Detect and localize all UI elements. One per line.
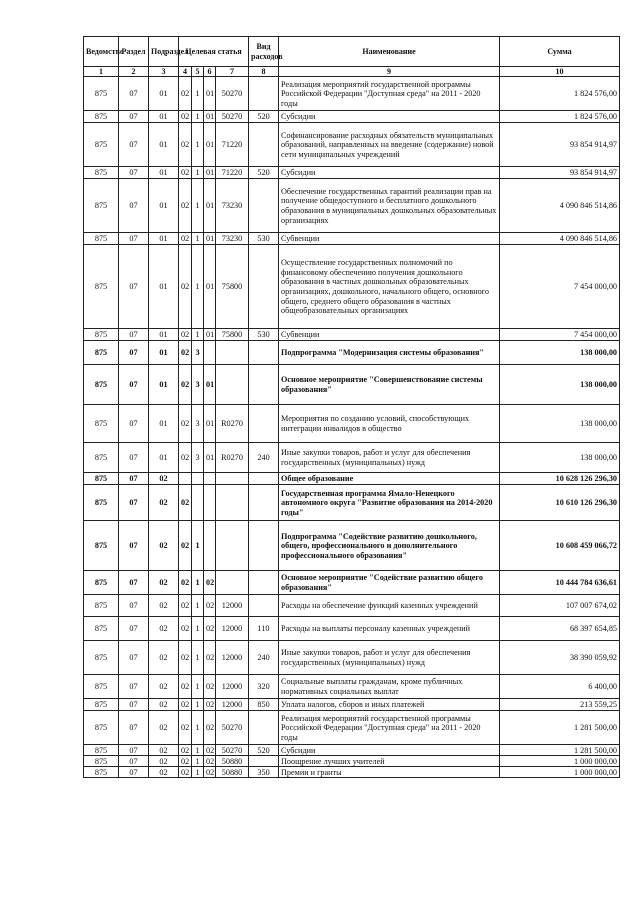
cell-summa: 4 090 846 514,86 [500,233,620,245]
cell-naimenovanie: Иные закупки товаров, работ и услуг для обеспечения государственных (муниципальных) нужд [279,641,500,675]
cell-target-1: 02 [179,405,192,443]
cell-target-2: 3 [192,341,204,365]
cell-target-1: 02 [179,595,192,617]
col-number: 4 [179,67,192,77]
cell-target-4: R0270 [216,443,249,473]
cell-podrazdel: 02 [149,617,179,641]
cell-target-3: 01 [204,329,216,341]
cell-vid-raskhodov [249,756,279,767]
cell-podrazdel: 01 [149,167,179,179]
cell-target-3: 01 [204,111,216,123]
cell-razdel: 07 [119,341,149,365]
table-row [84,365,620,405]
cell-target-4: 12000 [216,699,249,711]
cell-summa: 1 824 576,00 [500,77,620,111]
cell-vedomstvo: 875 [84,365,119,405]
cell-target-3 [204,521,216,571]
cell-target-4: 71220 [216,123,249,167]
cell-razdel: 07 [119,405,149,443]
cell-vid-raskhodov [249,77,279,111]
cell-summa: 138 000,00 [500,365,620,405]
header-vedomstvo: Ведомство [84,37,119,67]
table-row [84,77,620,111]
cell-vedomstvo: 875 [84,473,119,485]
cell-razdel: 07 [119,443,149,473]
cell-summa: 1 000 000,00 [500,756,620,767]
cell-naimenovanie: Субвенции [279,233,500,245]
cell-target-2: 1 [192,745,204,756]
table-row [84,571,620,595]
col-number: 6 [204,67,216,77]
cell-target-4: 12000 [216,675,249,699]
table-row [84,617,620,641]
cell-target-1: 02 [179,111,192,123]
cell-summa: 1 000 000,00 [500,767,620,778]
cell-target-1: 02 [179,711,192,745]
cell-podrazdel: 01 [149,179,179,233]
cell-razdel: 07 [119,123,149,167]
cell-vedomstvo: 875 [84,767,119,778]
cell-naimenovanie: Поощрение лучших учителей [279,756,500,767]
cell-vid-raskhodov: 520 [249,167,279,179]
cell-target-4 [216,521,249,571]
cell-target-3: 02 [204,756,216,767]
cell-target-1: 02 [179,617,192,641]
cell-vid-raskhodov [249,341,279,365]
cell-target-2: 3 [192,405,204,443]
cell-podrazdel: 02 [149,745,179,756]
table-header [84,37,620,77]
cell-razdel: 07 [119,233,149,245]
cell-target-1: 02 [179,767,192,778]
cell-summa: 138 000,00 [500,341,620,365]
cell-vid-raskhodov [249,711,279,745]
cell-naimenovanie: Государственная программа Ямало-Ненецкого автономного округа "Развитие образования на 2014-2020 годы" [279,485,500,521]
cell-podrazdel: 02 [149,485,179,521]
cell-vedomstvo: 875 [84,329,119,341]
col-number: 3 [149,67,179,77]
cell-target-1: 02 [179,699,192,711]
cell-podrazdel: 02 [149,767,179,778]
cell-vid-raskhodov: 240 [249,641,279,675]
cell-vedomstvo: 875 [84,167,119,179]
cell-podrazdel: 01 [149,245,179,329]
cell-podrazdel: 01 [149,341,179,365]
table-row [84,595,620,617]
table-row [84,711,620,745]
cell-summa: 213 559,25 [500,699,620,711]
cell-target-3: 01 [204,179,216,233]
cell-target-1: 02 [179,443,192,473]
cell-target-1: 02 [179,123,192,167]
cell-target-2: 1 [192,756,204,767]
cell-vid-raskhodov [249,405,279,443]
cell-target-4 [216,473,249,485]
cell-summa: 138 000,00 [500,443,620,473]
cell-target-2: 1 [192,167,204,179]
cell-summa: 107 007 674,02 [500,595,620,617]
cell-naimenovanie: Расходы на обеспечение функций казенных учреждений [279,595,500,617]
cell-target-1: 02 [179,179,192,233]
cell-vid-raskhodov: 850 [249,699,279,711]
cell-podrazdel: 02 [149,756,179,767]
cell-target-1: 02 [179,329,192,341]
cell-target-1: 02 [179,675,192,699]
cell-target-1: 02 [179,756,192,767]
cell-razdel: 07 [119,485,149,521]
cell-target-1: 02 [179,77,192,111]
table-row [84,341,620,365]
cell-vedomstvo: 875 [84,405,119,443]
table-row [84,767,620,778]
cell-naimenovanie: Основное мероприятие "Содействие развитию общего образования" [279,571,500,595]
cell-razdel: 07 [119,111,149,123]
cell-target-2: 1 [192,521,204,571]
cell-target-3: 02 [204,617,216,641]
cell-target-3: 01 [204,405,216,443]
cell-naimenovanie: Осуществление государственных полномочий по финансовому обеспечению получения дошкольного образования в частных дошкольных образовательных организациях, дошкольного, начального общего, основного общего, среднего общего образования в частных общеобразовательных организациях [279,245,500,329]
header-razdel: Раздел [119,37,149,67]
cell-target-3: 01 [204,365,216,405]
cell-podrazdel: 02 [149,521,179,571]
cell-summa: 68 397 654,85 [500,617,620,641]
col-number: 7 [216,67,249,77]
cell-summa: 6 400,00 [500,675,620,699]
cell-razdel: 07 [119,675,149,699]
cell-summa: 10 610 126 296,30 [500,485,620,521]
table-row [84,756,620,767]
cell-vedomstvo: 875 [84,711,119,745]
cell-target-1: 02 [179,571,192,595]
cell-razdel: 07 [119,617,149,641]
cell-summa: 4 090 846 514,86 [500,179,620,233]
cell-target-4: 50270 [216,745,249,756]
cell-target-1: 02 [179,485,192,521]
cell-target-1: 02 [179,233,192,245]
cell-target-4 [216,365,249,405]
cell-target-2: 1 [192,179,204,233]
cell-razdel: 07 [119,745,149,756]
cell-target-2 [192,485,204,521]
cell-target-4: 50270 [216,111,249,123]
cell-vedomstvo: 875 [84,745,119,756]
cell-target-1: 02 [179,365,192,405]
cell-target-2: 1 [192,77,204,111]
cell-vedomstvo: 875 [84,123,119,167]
cell-target-2: 1 [192,111,204,123]
col-number: 8 [249,67,279,77]
cell-target-3: 02 [204,767,216,778]
cell-target-4: 50880 [216,756,249,767]
cell-vid-raskhodov [249,521,279,571]
table-row [84,443,620,473]
cell-podrazdel: 01 [149,77,179,111]
cell-vid-raskhodov [249,245,279,329]
cell-naimenovanie: Расходы на выплаты персоналу казенных учреждений [279,617,500,641]
cell-target-3: 01 [204,233,216,245]
column-number-row [84,67,620,77]
cell-naimenovanie: Субсидии [279,111,500,123]
cell-vedomstvo: 875 [84,77,119,111]
cell-naimenovanie: Подпрограмма "Модернизация системы образования" [279,341,500,365]
cell-podrazdel: 02 [149,699,179,711]
cell-podrazdel: 01 [149,405,179,443]
cell-podrazdel: 02 [149,571,179,595]
cell-target-2: 1 [192,571,204,595]
cell-razdel: 07 [119,365,149,405]
cell-vid-raskhodov [249,571,279,595]
cell-razdel: 07 [119,641,149,675]
cell-target-3 [204,341,216,365]
cell-target-3: 01 [204,245,216,329]
cell-summa: 7 454 000,00 [500,245,620,329]
col-number: 5 [192,67,204,77]
cell-podrazdel: 01 [149,123,179,167]
cell-vedomstvo: 875 [84,245,119,329]
cell-razdel: 07 [119,245,149,329]
cell-naimenovanie: Основное мероприятие "Совершенствование системы образования" [279,365,500,405]
cell-target-3: 01 [204,77,216,111]
cell-razdel: 07 [119,473,149,485]
cell-summa: 1 824 576,00 [500,111,620,123]
cell-target-4: 12000 [216,617,249,641]
cell-naimenovanie: Софинансирование расходных обязательств муниципальных образований, направленных на введение (содержание) новой сети муниципальных учреждений [279,123,500,167]
cell-naimenovanie: Обеспечение государственных гарантий реализации прав на получение общедоступного и бесплатного дошкольного образования в муниципальных дошкольных образовательных организациях [279,179,500,233]
cell-summa: 10 608 459 066,72 [500,521,620,571]
header-summa: Сумма [500,37,620,67]
cell-summa: 93 854 914,97 [500,167,620,179]
cell-vedomstvo: 875 [84,341,119,365]
cell-target-4 [216,485,249,521]
cell-vedomstvo: 875 [84,675,119,699]
cell-target-3: 01 [204,443,216,473]
cell-target-1: 02 [179,245,192,329]
cell-summa: 10 444 784 636,61 [500,571,620,595]
cell-vid-raskhodov [249,595,279,617]
cell-vid-raskhodov [249,179,279,233]
cell-razdel: 07 [119,329,149,341]
cell-naimenovanie: Подпрограмма "Содействие развитию дошкольного, общего, профессионального и дополнительного профессионального образования" [279,521,500,571]
table-row [84,123,620,167]
cell-podrazdel: 01 [149,329,179,341]
cell-razdel: 07 [119,711,149,745]
cell-naimenovanie: Премии и гранты [279,767,500,778]
cell-target-4: 71220 [216,167,249,179]
cell-podrazdel: 02 [149,675,179,699]
cell-summa: 138 000,00 [500,405,620,443]
cell-target-3 [204,473,216,485]
cell-vedomstvo: 875 [84,595,119,617]
cell-target-1: 02 [179,641,192,675]
cell-razdel: 07 [119,767,149,778]
cell-summa: 1 281 500,00 [500,711,620,745]
table-row [84,167,620,179]
cell-podrazdel: 01 [149,443,179,473]
cell-target-2: 1 [192,675,204,699]
cell-target-4: 12000 [216,641,249,675]
table-row [84,641,620,675]
col-number: 2 [119,67,149,77]
cell-target-3: 02 [204,711,216,745]
cell-target-4: R0270 [216,405,249,443]
cell-summa: 93 854 914,97 [500,123,620,167]
cell-target-2: 1 [192,329,204,341]
cell-target-3 [204,485,216,521]
budget-table [83,36,620,778]
cell-podrazdel: 01 [149,233,179,245]
table-row [84,179,620,233]
cell-vid-raskhodov: 530 [249,329,279,341]
cell-target-2: 3 [192,443,204,473]
table-row [84,111,620,123]
cell-vedomstvo: 875 [84,443,119,473]
cell-target-2: 1 [192,617,204,641]
cell-razdel: 07 [119,167,149,179]
cell-summa: 10 628 126 296,30 [500,473,620,485]
cell-target-1: 02 [179,745,192,756]
cell-summa: 1 281 500,00 [500,745,620,756]
cell-target-3: 02 [204,641,216,675]
cell-target-2: 1 [192,245,204,329]
cell-summa: 38 390 059,92 [500,641,620,675]
cell-naimenovanie: Субсидии [279,745,500,756]
cell-vedomstvo: 875 [84,641,119,675]
header-naimenovanie: Наименование [279,37,500,67]
cell-naimenovanie: Иные закупки товаров, работ и услуг для обеспечения государственных (муниципальных) нужд [279,443,500,473]
cell-razdel: 07 [119,699,149,711]
col-number: 10 [500,67,620,77]
cell-target-4: 50270 [216,711,249,745]
cell-podrazdel: 02 [149,595,179,617]
table-row [84,521,620,571]
cell-target-2: 1 [192,699,204,711]
cell-target-3: 02 [204,571,216,595]
cell-target-3: 02 [204,699,216,711]
table-row [84,745,620,756]
cell-vedomstvo: 875 [84,485,119,521]
cell-vid-raskhodov [249,473,279,485]
cell-target-4: 12000 [216,595,249,617]
table-row [84,699,620,711]
cell-target-1: 02 [179,167,192,179]
cell-podrazdel: 02 [149,711,179,745]
cell-target-4: 73230 [216,233,249,245]
cell-naimenovanie: Общее образование [279,473,500,485]
table-row [84,473,620,485]
col-number: 1 [84,67,119,77]
cell-target-3: 01 [204,167,216,179]
cell-target-4: 75800 [216,245,249,329]
cell-target-4: 50270 [216,77,249,111]
cell-target-4 [216,341,249,365]
cell-target-2: 1 [192,123,204,167]
cell-vedomstvo: 875 [84,233,119,245]
cell-target-4 [216,571,249,595]
cell-vid-raskhodov: 530 [249,233,279,245]
table-row [84,329,620,341]
cell-vid-raskhodov: 520 [249,745,279,756]
cell-vedomstvo: 875 [84,179,119,233]
cell-vid-raskhodov [249,123,279,167]
cell-vid-raskhodov: 240 [249,443,279,473]
cell-target-3: 01 [204,123,216,167]
cell-vedomstvo: 875 [84,756,119,767]
cell-target-1: 02 [179,521,192,571]
cell-vedomstvo: 875 [84,617,119,641]
cell-podrazdel: 01 [149,111,179,123]
table-row [84,233,620,245]
cell-naimenovanie: Реализация мероприятий государственной программы Российской Федерации "Доступная среда" на 2011 - 2020 годы [279,77,500,111]
cell-target-2: 1 [192,595,204,617]
cell-target-2 [192,473,204,485]
cell-vedomstvo: 875 [84,521,119,571]
table-row [84,675,620,699]
cell-target-4: 73230 [216,179,249,233]
cell-podrazdel: 02 [149,641,179,675]
cell-podrazdel: 02 [149,473,179,485]
cell-razdel: 07 [119,756,149,767]
header-vid-raskhodov: Вид расходов [249,37,279,67]
cell-naimenovanie: Субсидии [279,167,500,179]
cell-target-4: 50880 [216,767,249,778]
table-body [84,77,620,778]
cell-target-1: 02 [179,341,192,365]
cell-target-2: 1 [192,767,204,778]
cell-podrazdel: 01 [149,365,179,405]
cell-target-2: 3 [192,365,204,405]
header-podrazdel: Подраздел [149,37,179,67]
cell-razdel: 07 [119,595,149,617]
header-tselevaya-statya: Целевая статья [179,37,249,67]
cell-vid-raskhodov [249,365,279,405]
cell-target-3: 02 [204,745,216,756]
cell-target-3: 02 [204,595,216,617]
cell-naimenovanie: Реализация мероприятий государственной программы Российской Федерации "Доступная среда" на 2011 - 2020 годы [279,711,500,745]
cell-vid-raskhodov: 350 [249,767,279,778]
cell-summa: 7 454 000,00 [500,329,620,341]
cell-vid-raskhodov: 520 [249,111,279,123]
cell-target-2: 1 [192,233,204,245]
cell-target-1 [179,473,192,485]
cell-naimenovanie: Социальные выплаты гражданам, кроме публичных нормативных социальных выплат [279,675,500,699]
cell-vedomstvo: 875 [84,571,119,595]
cell-target-3: 02 [204,675,216,699]
cell-target-2: 1 [192,641,204,675]
cell-vid-raskhodov [249,485,279,521]
cell-vid-raskhodov: 110 [249,617,279,641]
table-row [84,405,620,443]
table-row [84,245,620,329]
cell-razdel: 07 [119,77,149,111]
cell-razdel: 07 [119,571,149,595]
cell-naimenovanie: Субвенции [279,329,500,341]
cell-vedomstvo: 875 [84,699,119,711]
cell-naimenovanie: Уплата налогов, сборов и иных платежей [279,699,500,711]
cell-target-4: 75800 [216,329,249,341]
cell-target-2: 1 [192,711,204,745]
table-row [84,485,620,521]
col-number: 9 [279,67,500,77]
cell-vid-raskhodov: 320 [249,675,279,699]
cell-razdel: 07 [119,179,149,233]
cell-naimenovanie: Мероприятия по созданию условий, способствующих интеграции инвалидов в общество [279,405,500,443]
cell-vedomstvo: 875 [84,111,119,123]
cell-razdel: 07 [119,521,149,571]
